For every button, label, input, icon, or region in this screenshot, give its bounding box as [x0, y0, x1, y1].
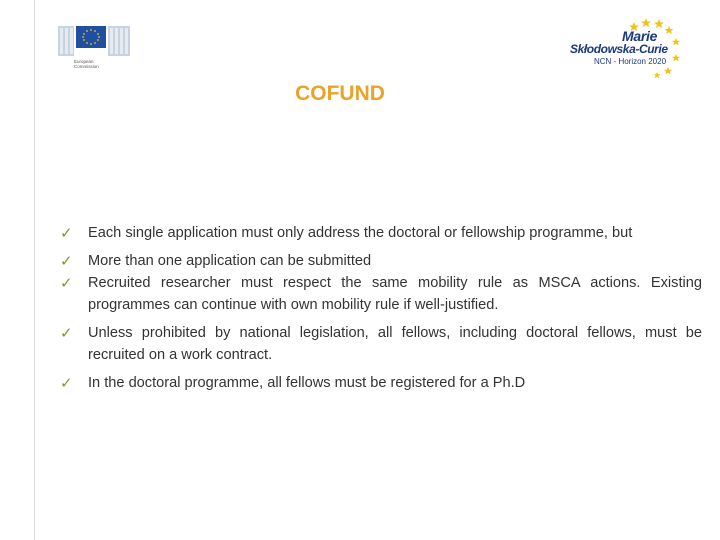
page-title: COFUND [295, 82, 385, 105]
list-item [60, 322, 702, 366]
list-item-text: Recruited researcher must respect the same mobility rule as MSCA actions. Existing programmes can continue with own mobility rule if well-justified. [88, 275, 702, 313]
ec-logo-text: European Commission [74, 59, 99, 69]
list-item-text: Unless prohibited by national legislation, all fellows, including doctoral fellows, must be recruited on a work contract. [88, 325, 702, 363]
list-item-text: More than one application can be submitted [88, 253, 372, 269]
list-item [60, 272, 702, 316]
checkmark-icon: ✓ [60, 224, 73, 242]
msca-logo [564, 16, 686, 82]
european-commission-logo [58, 22, 138, 72]
checkmark-icon: ✓ [60, 252, 73, 270]
left-rule [34, 0, 35, 540]
checkmark-icon: ✓ [60, 374, 73, 392]
list-item-text: Each single application must only address the doctoral or fellowship programme, but [88, 225, 633, 241]
checkmark-icon: ✓ [60, 274, 73, 292]
msca-logo-line1: Marie [622, 28, 658, 44]
european-commission-logo-icon [58, 22, 138, 62]
list-item-text: In the doctoral programme, all fellows must be registered for a Ph.D [88, 375, 526, 391]
list-item [60, 372, 702, 394]
list-item [60, 222, 702, 244]
msca-logo-line2: Skłodowska-Curie [570, 42, 668, 56]
checkmark-icon: ✓ [60, 324, 73, 342]
bullet-list [60, 222, 702, 400]
list-item [60, 250, 702, 272]
msca-logo-line3: NCN - Horizon 2020 [594, 57, 667, 66]
